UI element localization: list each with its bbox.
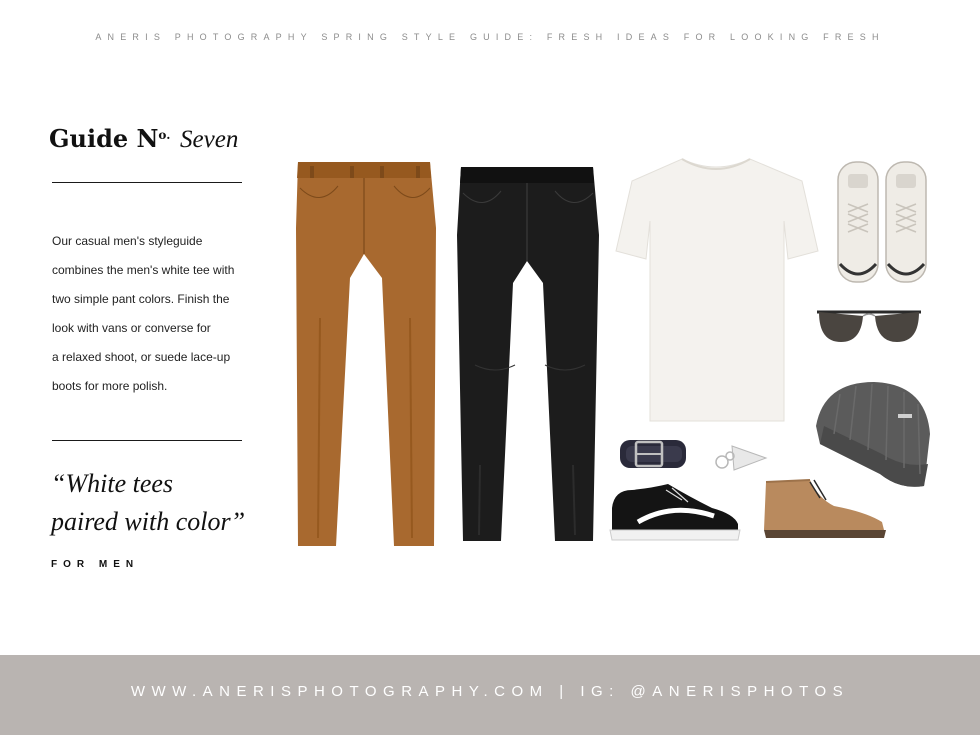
description-line: two simple pant colors. Finish the bbox=[52, 292, 230, 306]
sunglasses bbox=[815, 306, 923, 346]
guide-title-mark: o. bbox=[158, 128, 171, 142]
description-line: look with vans or converse for bbox=[52, 321, 211, 335]
footer-contact: WWW.ANERISPHOTOGRAPHY.COM | IG: @ANERISPHOTOS bbox=[130, 683, 850, 700]
divider-top bbox=[52, 182, 242, 183]
category-label: FOR MEN bbox=[51, 559, 140, 570]
black-jeans bbox=[455, 165, 601, 545]
silver-tie-clip bbox=[710, 440, 768, 474]
description-line: boots for more polish. bbox=[52, 379, 168, 393]
khaki-chino-pants bbox=[290, 158, 442, 550]
guide-title bbox=[49, 124, 238, 154]
divider-bottom bbox=[52, 440, 242, 441]
footer-bar bbox=[0, 655, 980, 735]
guide-title-number: Seven bbox=[180, 126, 239, 153]
gray-beanie bbox=[810, 378, 932, 492]
white-converse-sneakers bbox=[836, 160, 928, 286]
suede-lace-up-boot bbox=[758, 476, 892, 542]
black-vans-sneaker bbox=[608, 482, 742, 544]
pull-quote-line: “White tees bbox=[51, 469, 174, 498]
description-line: combines the men's white tee with bbox=[52, 263, 235, 277]
description-line: Our casual men's styleguide bbox=[52, 234, 203, 248]
pull-quote bbox=[51, 465, 245, 541]
description bbox=[52, 227, 252, 401]
black-leather-belt bbox=[618, 436, 688, 472]
white-tee bbox=[612, 155, 820, 425]
guide-title-word: Guide N bbox=[49, 124, 159, 153]
pull-quote-line: paired with color” bbox=[51, 507, 246, 536]
header-tagline: ANERIS PHOTOGRAPHY SPRING STYLE GUIDE: FRESH IDEAS FOR LOOKING FRESH bbox=[95, 32, 885, 42]
description-line: a relaxed shoot, or suede lace-up bbox=[52, 350, 231, 364]
